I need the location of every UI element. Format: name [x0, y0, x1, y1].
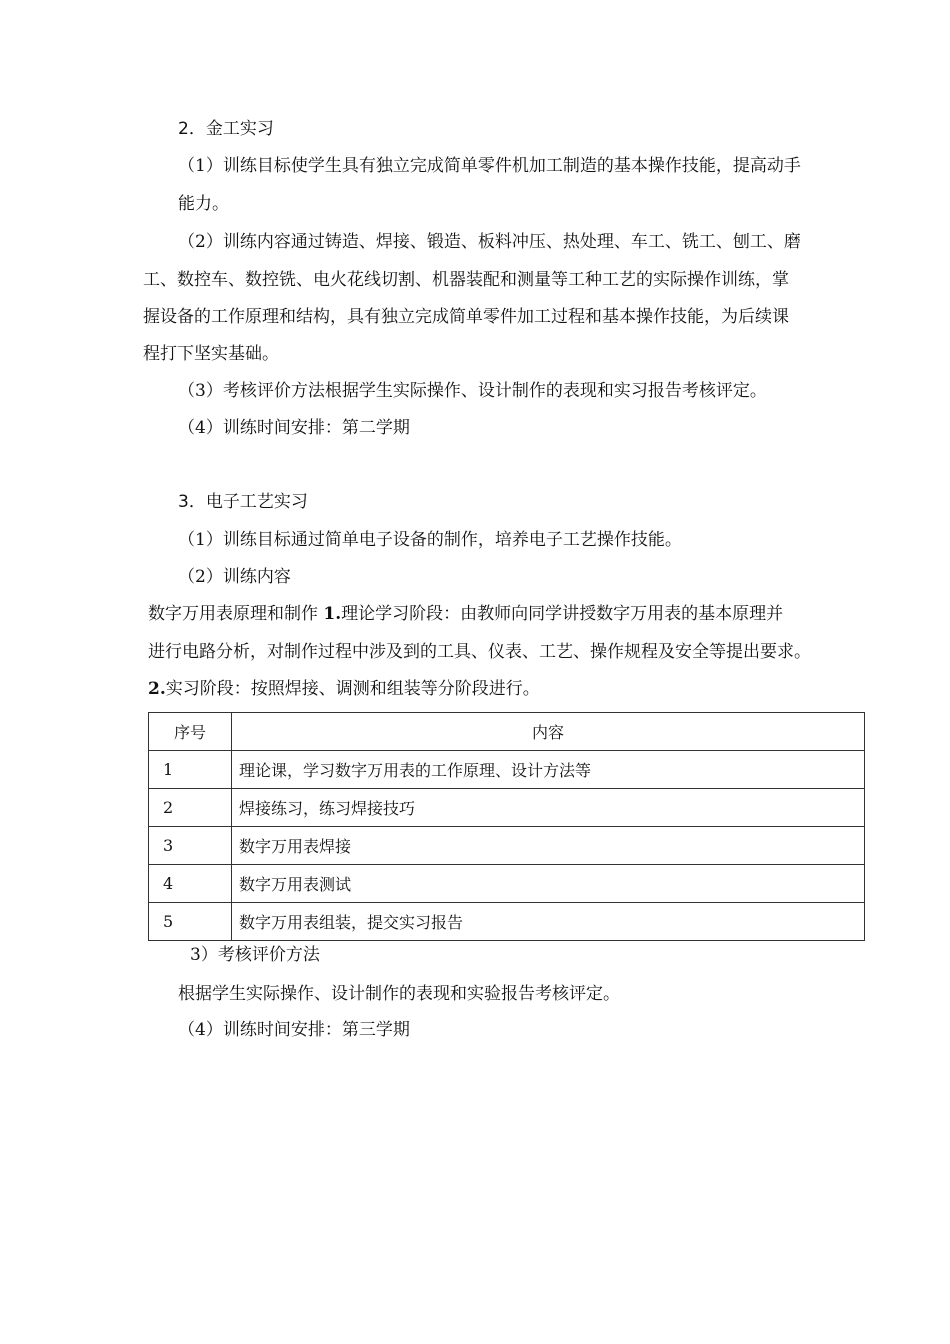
paragraph-line: （3）考核评价方法根据学生实际操作、设计制作的表现和实习报告考核评定。	[178, 381, 767, 401]
paragraph-line: （1）训练目标通过简单电子设备的制作，培养电子工艺操作技能。	[178, 530, 682, 550]
paragraph-line: （2）训练内容通过铸造、焊接、锻造、板料冲压、热处理、车工、铣工、刨工、磨	[178, 232, 801, 252]
paragraph-line	[148, 677, 540, 701]
table-cell-content: 理论课，学习数字万用表的工作原理、设计方法等	[232, 751, 865, 789]
text-run: 理论学习阶段：由教师向同学讲授数字万用表的基本原理并	[341, 604, 784, 624]
table-cell-number: 2	[149, 789, 232, 827]
table-cell-content: 数字万用表组装，提交实习报告	[232, 903, 865, 941]
paragraph-line: 程打下坚实基础。	[143, 344, 279, 364]
section-heading-metalwork: 2．金工实习	[178, 119, 274, 139]
practice-steps-table	[148, 712, 865, 941]
table-row	[149, 827, 865, 865]
paragraph-line: （4）训练时间安排：第三学期	[178, 1020, 410, 1040]
table-row	[149, 789, 865, 827]
table-cell-number: 3	[149, 827, 232, 865]
table-header-row	[149, 713, 865, 751]
table-cell-content: 数字万用表测试	[232, 865, 865, 903]
text-run: 数字万用表原理和制作	[148, 604, 324, 624]
column-header-content: 内容	[232, 713, 865, 751]
paragraph-line: 进行电路分析，对制作过程中涉及到的工具、仪表、工艺、操作规程及安全等提出要求。	[148, 642, 811, 662]
table-cell-number: 5	[149, 903, 232, 941]
paragraph-line: （2）训练内容	[178, 567, 291, 587]
paragraph-line: 握设备的工作原理和结构，具有独立完成简单零件加工过程和基本操作技能，为后续课	[143, 307, 789, 327]
paragraph-line: （1）训练目标使学生具有独立完成简单零件机加工制造的基本操作技能，提高动手	[178, 156, 801, 176]
paragraph-line: 工、数控车、数控铣、电火花线切割、机器装配和测量等工种工艺的实际操作训练，掌	[143, 270, 789, 290]
paragraph-line: 根据学生实际操作、设计制作的表现和实验报告考核评定。	[178, 984, 620, 1004]
column-header-number: 序号	[149, 713, 232, 751]
table-cell-content: 焊接练习，练习焊接技巧	[232, 789, 865, 827]
table-row	[149, 865, 865, 903]
paragraph-line: 3）考核评价方法	[190, 945, 320, 965]
list-number: 1.	[323, 604, 342, 624]
table-cell-content: 数字万用表焊接	[232, 827, 865, 865]
paragraph-line: （4）训练时间安排：第二学期	[178, 418, 410, 438]
paragraph-line	[148, 602, 783, 626]
text-run: 实习阶段：按照焊接、调测和组装等分阶段进行。	[165, 679, 540, 699]
table-cell-number: 1	[149, 751, 232, 789]
table-row	[149, 903, 865, 941]
table-row	[149, 751, 865, 789]
list-number: 2.	[148, 679, 166, 699]
paragraph-line: 能力。	[178, 194, 229, 214]
table-cell-number: 4	[149, 865, 232, 903]
section-heading-electronics: 3．电子工艺实习	[178, 492, 308, 512]
